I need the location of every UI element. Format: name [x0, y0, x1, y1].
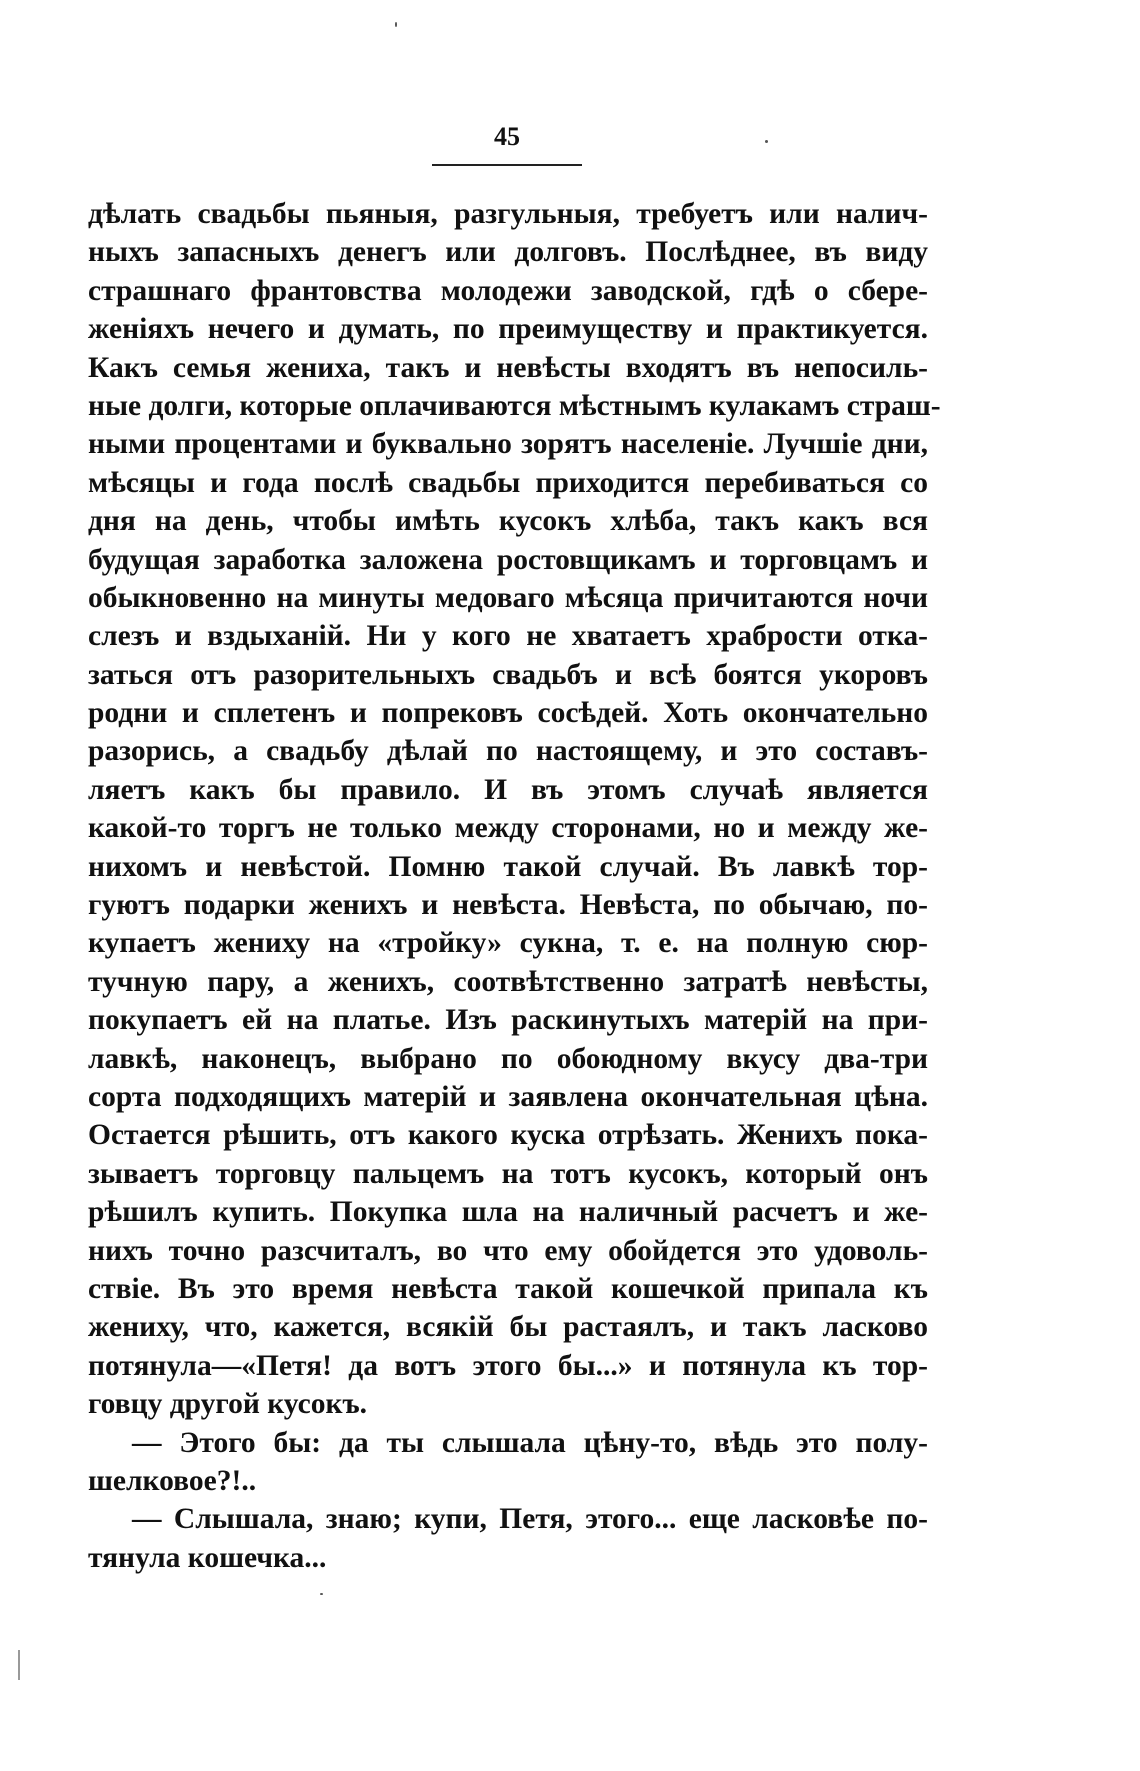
text-line: нихъ точно разсчиталъ, во что ему обойдется это удоволь-	[88, 1234, 928, 1267]
text-line: слезъ и вздыханій. Ни у кого не хватаетъ храбрости отка-	[88, 620, 928, 653]
text-line: разорись, а свадьбу дѣлай по настоящему, и это составъ-	[88, 735, 928, 768]
dialogue-line-1	[88, 1424, 928, 1501]
text-line: покупаетъ ей на платье. Изъ раскинутыхъ матерій на при-	[88, 1004, 928, 1037]
dialogue-line-2	[88, 1500, 928, 1577]
text-line: будущая заработка заложена ростовщикамъ и торговцамъ и	[88, 543, 928, 576]
text-line: зываетъ торговцу пальцемъ на тотъ кусокъ, который онъ	[88, 1157, 928, 1190]
text-line: ныхъ запасныхъ денегъ или долговъ. Послѣднее, въ виду	[88, 236, 928, 269]
text-line: тянула кошечка...	[88, 1541, 327, 1574]
text-line: заться отъ разорительныхъ свадьбъ и всѣ боятся укоровъ	[88, 658, 928, 691]
scan-speck	[765, 140, 768, 143]
text-line: лавкѣ, наконецъ, выбрано по обоюдному вкусу два-три	[88, 1042, 928, 1075]
text-line: обыкновенно на минуты медоваго мѣсяца причитаются ночи	[88, 581, 928, 614]
text-line: женіяхъ нечего и думать, по преимуществу и практикуется.	[88, 313, 928, 346]
text-line: дня на день, чтобы имѣть кусокъ хлѣба, такъ какъ вся	[88, 505, 928, 538]
text-line: мѣсяцы и года послѣ свадьбы приходится перебиваться со	[88, 466, 928, 499]
text-line: — Этого бы: да ты слышала цѣну-то, вѣдь это полу-	[132, 1426, 928, 1459]
body-paragraph	[88, 195, 941, 1424]
text-line: ными процентами и буквально зорятъ населеніе. Лучшіе дни,	[88, 428, 928, 461]
page-number-rule	[432, 164, 582, 166]
text-line: сорта подходящихъ матерій и заявлена окончательная цѣна.	[88, 1080, 928, 1113]
text-line: рѣшилъ купить. Покупка шла на наличный расчетъ и же-	[88, 1196, 928, 1229]
text-line: ляетъ какъ бы правило. И въ этомъ случаѣ является	[88, 773, 928, 806]
scan-speck	[320, 1593, 323, 1595]
text-line: какой-то торгъ не только между сторонами, но и между же-	[88, 812, 928, 845]
text-line: ствіе. Въ это время невѣста такой кошечкой припала къ	[88, 1272, 928, 1305]
text-line: Какъ семья жениха, такъ и невѣсты входятъ въ непосиль-	[88, 351, 928, 384]
text-line: нихомъ и невѣстой. Помню такой случай. Въ лавкѣ тор-	[88, 850, 928, 883]
page-text	[88, 195, 941, 1577]
text-line: шелковое?!..	[88, 1464, 257, 1497]
text-line: тучную пару, а женихъ, соотвѣтственно затратѣ невѣсты,	[88, 965, 928, 998]
text-line: жениху, что, кажется, всякій бы растаялъ, и такъ ласково	[88, 1311, 928, 1344]
scan-speck	[395, 22, 397, 27]
text-line: Остается рѣшить, отъ какого куска отрѣзать. Женихъ пока-	[88, 1119, 928, 1152]
text-line: ные долги, которые оплачиваются мѣстнымъ кулакамъ страш-	[88, 389, 941, 422]
page-number: 45	[494, 122, 520, 151]
scan-speck	[18, 1650, 20, 1680]
text-line: родни и сплетенъ и попрековъ сосѣдей. Хоть окончательно	[88, 697, 928, 730]
text-line: гуютъ подарки женихъ и невѣста. Невѣста, по обычаю, по-	[88, 889, 928, 922]
text-line: дѣлать свадьбы пьяныя, разгульныя, требуетъ или налич-	[88, 198, 928, 230]
text-line: говцу другой кусокъ.	[88, 1388, 368, 1421]
text-line: — Слышала, знаю; купи, Петя, этого... еще ласковѣе по-	[132, 1503, 928, 1536]
text-line: страшнаго франтовства молодежи заводской, гдѣ о сбере-	[88, 274, 928, 307]
text-line: купаетъ жениху на «тройку» сукна, т. е. на полную сюр-	[88, 927, 928, 960]
text-line: потянула—«Петя! да вотъ этого бы...» и потянула къ тор-	[88, 1349, 928, 1382]
